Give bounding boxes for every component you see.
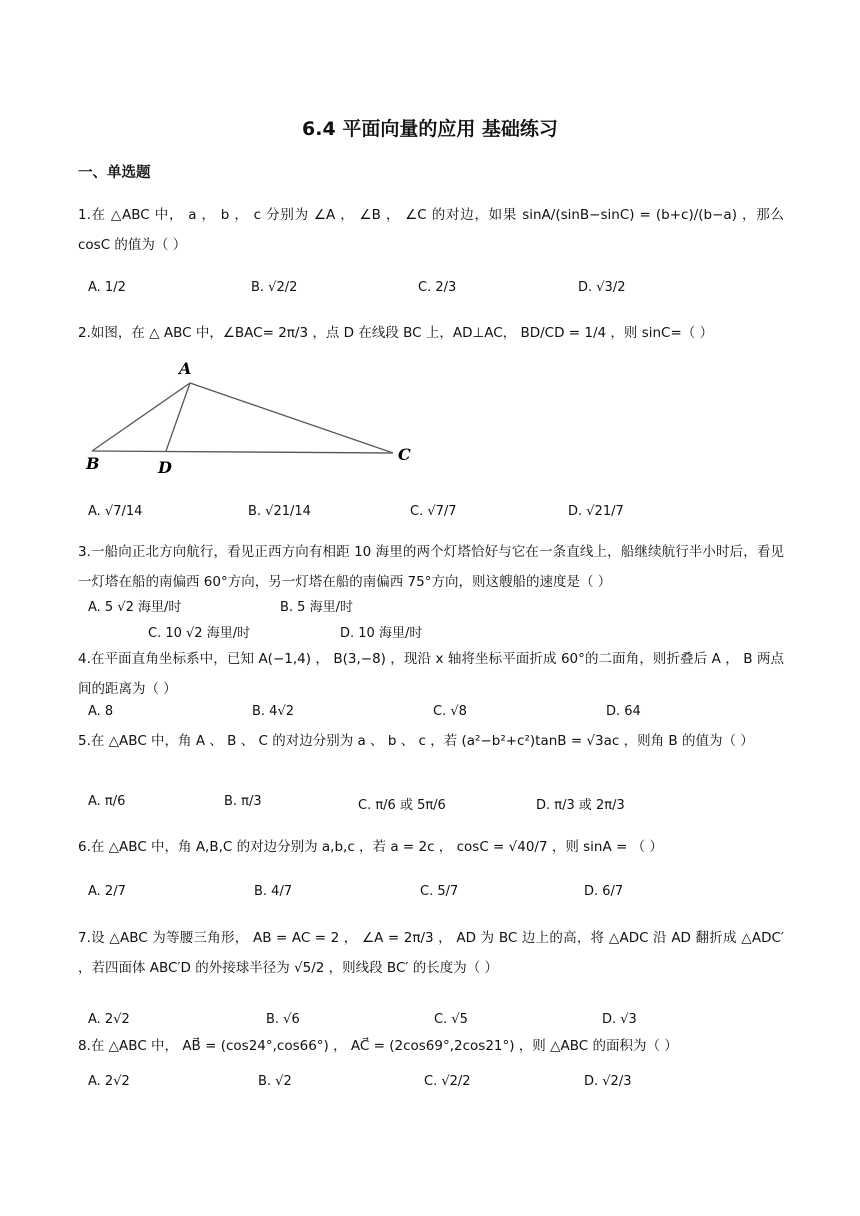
option-c: C. 2/3 (418, 280, 457, 295)
option-b: B. π/3 (224, 794, 262, 809)
option-d: D. 10 海里/时 (340, 626, 423, 641)
option-a: A. √7/14 (88, 504, 143, 519)
option-b: B. 4√2 (252, 704, 295, 719)
question-2-stem: 2.如图，在 △ ABC 中，∠BAC= 2π/3 ，点 D 在线段 BC 上，AD⊥AC， BD/CD = 1/4 ，则 sinC=（ ） (78, 325, 714, 341)
vertex-label-c: C (398, 445, 411, 464)
question-5-stem: 5.在 △ABC 中，角 A 、 B 、 C 的对边分别为 a 、 b 、 c ，若 (a²−b²+c²)tanB = √3ac ，则角 B 的值为（ ） (78, 733, 754, 749)
option-c: C. √5 (434, 1012, 468, 1027)
option-b: B. √21/14 (248, 504, 311, 519)
question-4-stem: 4.在平面直角坐标系中，已知 A(−1,4) ， B(3,−8) ，现沿 x 轴将坐标平面折成 60°的二面角，则折叠后 A ， B 两点间的距离为（ ） (78, 651, 784, 697)
vertex-label-b: B (86, 454, 100, 473)
triangle-diagram (80, 356, 420, 481)
section-heading: 一、单选题 (78, 165, 151, 181)
option-c: C. √8 (433, 704, 467, 719)
option-c: C. √2/2 (424, 1074, 471, 1089)
option-c: C. π/6 或 5π/6 (358, 798, 446, 813)
option-a: A. 2√2 (88, 1012, 130, 1027)
option-d: D. 64 (606, 704, 641, 719)
option-b: B. √6 (266, 1012, 300, 1027)
option-d: D. π/3 或 2π/3 (536, 798, 625, 813)
option-a: A. 5 √2 海里/时 (88, 600, 182, 615)
option-a: A. 1/2 (88, 280, 126, 295)
question-3-stem: 3.一船向正北方向航行，看见正西方向有相距 10 海里的两个灯塔恰好与它在一条直线上，船继续航行半小时后，看见一灯塔在船的南偏西 60°方向，另一灯塔在船的南偏西 75°方向，则这艘船的速度是（ ） (78, 544, 784, 590)
option-c: C. 10 √2 海里/时 (148, 626, 251, 641)
option-d: D. √3/2 (578, 280, 626, 295)
option-b: B. √2/2 (251, 280, 298, 295)
question-7-stem: 7.设 △ABC 为等腰三角形， AB = AC = 2 ， ∠A = 2π/3 ， AD 为 BC 边上的高，将 △ADC 沿 AD 翻折成 △ADC′ ，若四面体 ABC′D 的外接球半径为 √5/2 ，则线段 BC′ 的长度为（ ） (78, 930, 784, 976)
question-8-stem: 8.在 △ABC 中， AB⃗ = (cos24°,cos66°) ， AC⃗ = (2cos69°,2cos21°) ，则 △ABC 的面积为（ ） (78, 1038, 678, 1054)
question-3-options-row1 (88, 596, 788, 622)
question-5-options (88, 794, 788, 820)
page-title: 6.4 平面向量的应用 基础练习 (302, 118, 558, 140)
vertex-label-d: D (158, 458, 172, 477)
question-2-options (88, 504, 788, 530)
option-b: B. √2 (258, 1074, 292, 1089)
option-a: A. π/6 (88, 794, 126, 809)
option-d: D. √3 (602, 1012, 637, 1027)
question-1-stem: 1.在 △ABC 中， a ， b ， c 分别为 ∠A ， ∠B ， ∠C 的对边，如果 sinA/(sinB−sinC) = (b+c)/(b−a) ，那么 cosC 的值为（ ） (78, 207, 784, 253)
option-b: B. 4/7 (254, 884, 293, 899)
option-d: D. √2/3 (584, 1074, 632, 1089)
option-c: C. 5/7 (420, 884, 459, 899)
option-a: A. 2/7 (88, 884, 126, 899)
option-a: A. 8 (88, 704, 114, 719)
option-d: D. 6/7 (584, 884, 624, 899)
question-6-options (88, 884, 788, 910)
triangle-figure (80, 356, 420, 485)
option-c: C. √7/7 (410, 504, 457, 519)
option-a: A. 2√2 (88, 1074, 130, 1089)
vertex-label-a: A (179, 359, 192, 378)
question-6-stem: 6.在 △ABC 中，角 A,B,C 的对边分别为 a,b,c ，若 a = 2c ， cosC = √40/7 ，则 sinA = （ ） (78, 839, 663, 855)
option-b: B. 5 海里/时 (280, 600, 353, 615)
question-8-options (88, 1074, 788, 1100)
option-d: D. √21/7 (568, 504, 624, 519)
question-1-options (88, 280, 788, 306)
